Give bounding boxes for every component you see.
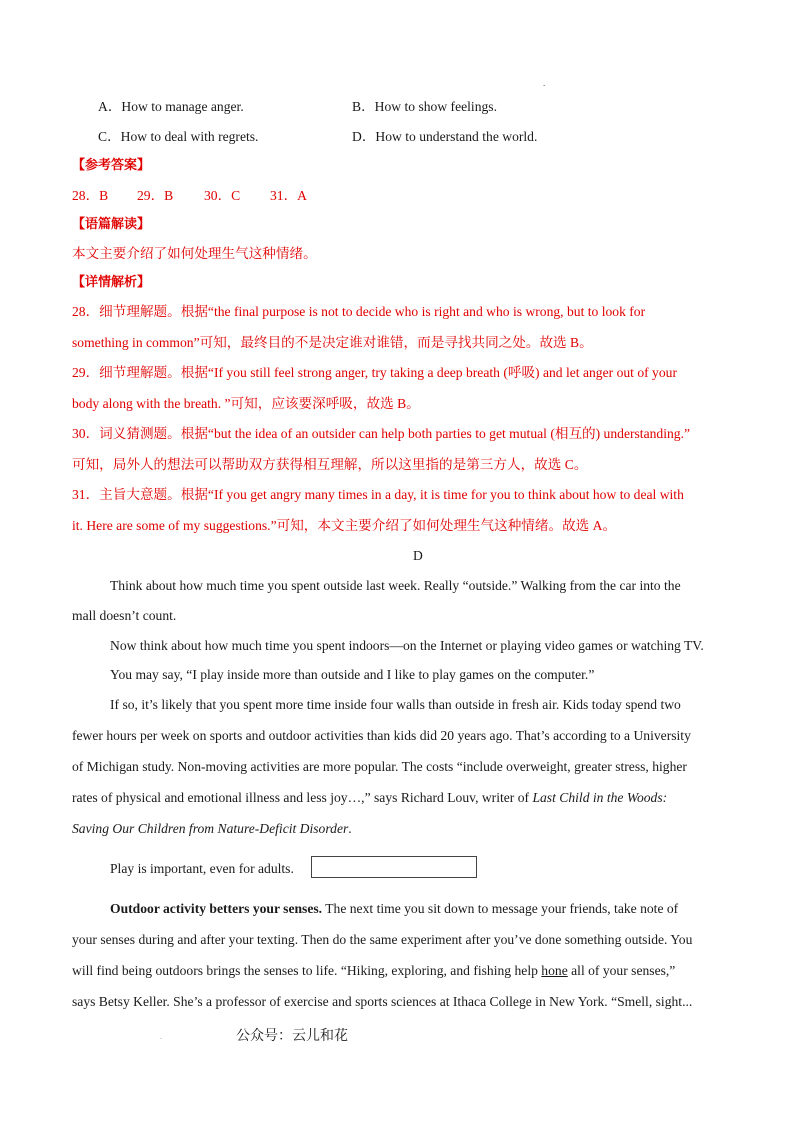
passage-text: all of your senses,”: [567, 963, 676, 978]
answer-29: 29．B: [137, 188, 174, 203]
option-a: A．How to manage anger.: [98, 99, 244, 114]
summary-text: 本文主要介绍了如何处理生气这种情绪。: [72, 246, 317, 261]
passage-line: Play is important, even for adults.: [110, 861, 294, 876]
passage-line: You may say, “I play inside more than outside and I like to play games on the computer.”: [110, 667, 595, 682]
passage-line: [72, 820, 352, 838]
passage-line: mall doesn’t count.: [72, 608, 177, 623]
passage-line: Think about how much time you spent outside last week. Really “outside.” Walking from the car into the: [110, 578, 681, 593]
analysis-line: it. Here are some of my suggestions.”可知，本文主要介绍了如何处理生气这种情绪。故选 A。: [72, 518, 617, 533]
topic-sentence: Outdoor activity betters your senses.: [110, 901, 323, 916]
analysis-line: 31．主旨大意题。根据“If you get angry many times in a day, it is time for you to think about how to deal with: [72, 487, 684, 502]
passage-line: [72, 789, 667, 807]
answer-28: 28．B: [72, 188, 109, 203]
passage-line: If so, it’s likely that you spent more time inside four walls than outside in fresh air. Kids today spend two: [110, 697, 681, 712]
footer-watermark: 公众号：云儿和花: [236, 1028, 348, 1044]
answer-31: 31．A: [270, 188, 308, 203]
option-c: C．How to deal with regrets.: [98, 129, 259, 144]
decorative-dot: .: [543, 78, 546, 88]
analysis-line: 可知，局外人的想法可以帮助双方获得相互理解，所以这里指的是第三方人，故选 C。: [72, 457, 588, 472]
analysis-header: 【详情解析】: [72, 275, 151, 290]
option-b: B．How to show feelings.: [352, 99, 497, 114]
analysis-line: something in common”可知，最终目的不是决定谁对谁错，而是寻找共同之处。故选 B。: [72, 335, 593, 350]
passage-line: your senses during and after your texting. Then do the same experiment after you’ve done something outside. You: [72, 932, 693, 947]
option-d: D．How to understand the world.: [352, 129, 538, 144]
passage-line: Now think about how much time you spent indoors—on the Internet or playing video games or watching TV.: [110, 638, 704, 653]
answer-30: 30．C: [204, 188, 241, 203]
passage-line: says Betsy Keller. She’s a professor of exercise and sports sciences at Ithaca College in New York. “Smell, sight...: [72, 994, 693, 1009]
book-title: Saving Our Children from Nature-Deficit Disorder: [72, 821, 349, 836]
passage-line: [72, 962, 675, 980]
passage-text: The next time you sit down to message your friends, take note of: [322, 901, 679, 916]
passage-line: [110, 900, 678, 918]
answer-header: 【参考答案】: [72, 158, 151, 173]
passage-line: of Michigan study. Non-moving activities are more popular. The costs “include overweight, greater stress, higher: [72, 759, 687, 774]
passage-line: fewer hours per week on sports and outdoor activities than kids did 20 years ago. That’s according to a University: [72, 728, 691, 743]
decorative-dot: .: [160, 1032, 162, 1041]
passage-text: will find being outdoors brings the senses to life. “Hiking, exploring, and fishing help: [72, 963, 542, 978]
analysis-line: 30．词义猜测题。根据“but the idea of an outsider can help both parties to get mutual (相互的) understanding.”: [72, 426, 691, 441]
passage-text: .: [348, 821, 352, 836]
answer-blank[interactable]: [311, 856, 477, 878]
summary-header: 【语篇解读】: [72, 217, 151, 232]
passage-text: rates of physical and emotional illness and less joy…,” says Richard Louv, writer of: [72, 790, 533, 805]
analysis-line: 28．细节理解题。根据“the final purpose is not to decide who is right and who is wrong, but to look for: [72, 304, 646, 319]
underlined-word: hone: [541, 963, 568, 978]
section-label: D: [413, 548, 423, 563]
analysis-line: body along with the breath. ”可知，应该要深呼吸，故选 B。: [72, 396, 420, 411]
analysis-line: 29．细节理解题。根据“If you still feel strong anger, try taking a deep breath (呼吸) and let anger out of your: [72, 365, 677, 380]
book-title: Last Child in the Woods:: [532, 790, 668, 805]
